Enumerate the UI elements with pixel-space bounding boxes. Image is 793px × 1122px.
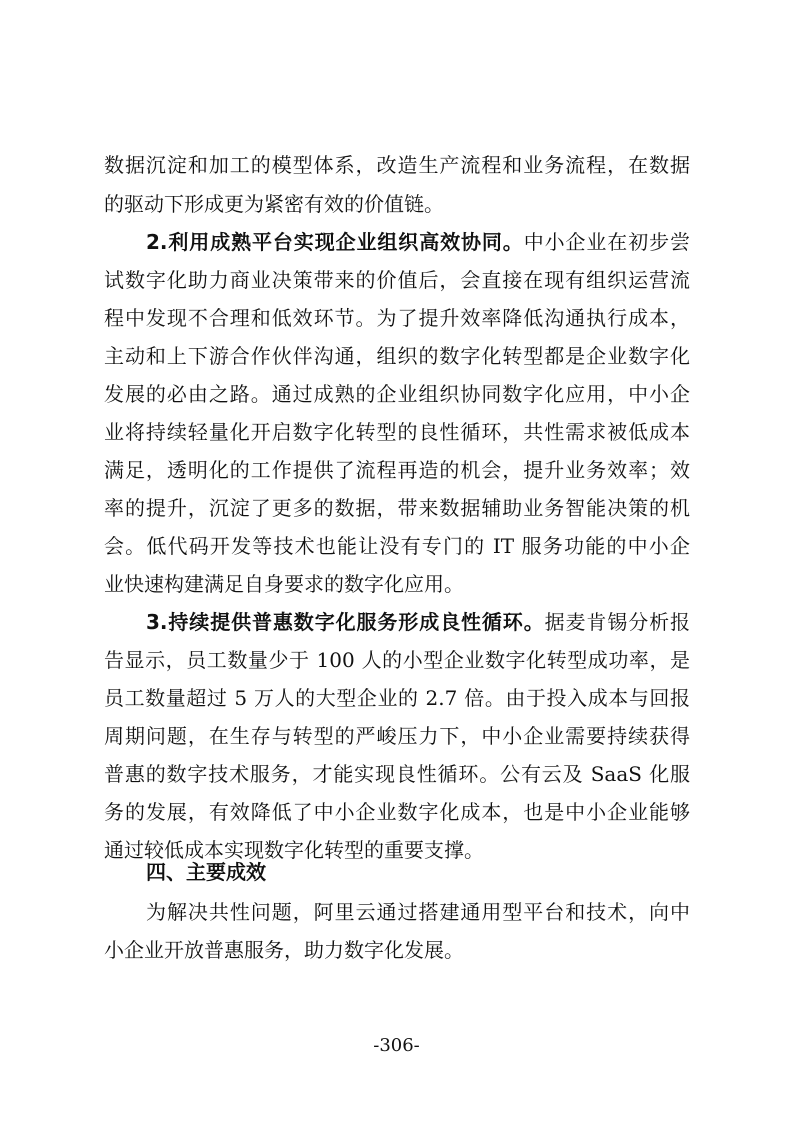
paragraph-3-bold-lead: 3.持续提供普惠数字化服务形成良性循环。 xyxy=(146,610,545,634)
paragraph-2-bold-lead: 2.利用成熟平台实现企业组织高效协同。 xyxy=(146,230,524,254)
paragraph-3-line-6: 务的发展，有效降低了中小企业数字化成本，也是中小企业能够 xyxy=(104,800,690,824)
paragraph-1-line-1: 数据沉淀和加工的模型体系，改造生产流程和业务流程，在数据 xyxy=(104,153,690,177)
paragraph-3-line-4: 周期问题，在生存与转型的严峻压力下，中小企业需要持续获得 xyxy=(104,724,690,748)
paragraph-3-line-7: 通过较低成本实现数字化转型的重要支撑。 xyxy=(104,838,484,862)
paragraph-4-line-2: 小企业开放普惠服务，助力数字化发展。 xyxy=(104,938,464,962)
paragraph-3-line-3: 员工数量超过 5 万人的大型企业的 2.7 倍。由于投入成本与回报 xyxy=(104,686,690,710)
paragraph-2-line-3: 程中发现不合理和低效环节。为了提升效率降低沟通执行成本， xyxy=(104,306,690,330)
paragraph-1-line-2: 的驱动下形成更为紧密有效的价值链。 xyxy=(104,192,444,216)
paragraph-4-line-1: 为解决共性问题，阿里云通过搭建通用型平台和技术，向中 xyxy=(146,900,690,924)
paragraph-2-line-1 xyxy=(146,222,690,262)
paragraph-2-line-4: 主动和上下游合作伙伴沟通，组织的数字化转型都是企业数字化 xyxy=(104,344,690,368)
paragraph-2-line-1-rest: 中小企业在初步尝 xyxy=(523,230,690,254)
page-number: -306- xyxy=(373,1035,420,1056)
paragraph-2-line-8: 率的提升，沉淀了更多的数据，带来数据辅助业务智能决策的机 xyxy=(104,496,690,520)
paragraph-2-line-10: 业快速构建满足自身要求的数字化应用。 xyxy=(104,572,464,596)
paragraph-3-line-1 xyxy=(146,602,690,642)
section-heading: 四、主要成效 xyxy=(146,860,266,884)
paragraph-3-line-5: 普惠的数字技术服务，才能实现良性循环。公有云及 SaaS 化服 xyxy=(104,762,690,786)
paragraph-2-line-2: 试数字化助力商业决策带来的价值后，会直接在现有组织运营流 xyxy=(104,268,690,292)
paragraph-2-line-9: 会。低代码开发等技术也能让没有专门的 IT 服务功能的中小企 xyxy=(104,534,690,558)
paragraph-2-line-7: 满足，透明化的工作提供了流程再造的机会，提升业务效率；效 xyxy=(104,458,690,482)
paragraph-2-line-6: 业将持续轻量化开启数字化转型的良性循环，共性需求被低成本 xyxy=(104,420,690,444)
paragraph-3-line-2: 告显示，员工数量少于 100 人的小型企业数字化转型成功率，是 xyxy=(104,648,690,672)
paragraph-3-line-1-rest: 据麦肯锡分析报 xyxy=(544,610,691,634)
paragraph-2-line-5: 发展的必由之路。通过成熟的企业组织协同数字化应用，中小企 xyxy=(104,382,690,406)
